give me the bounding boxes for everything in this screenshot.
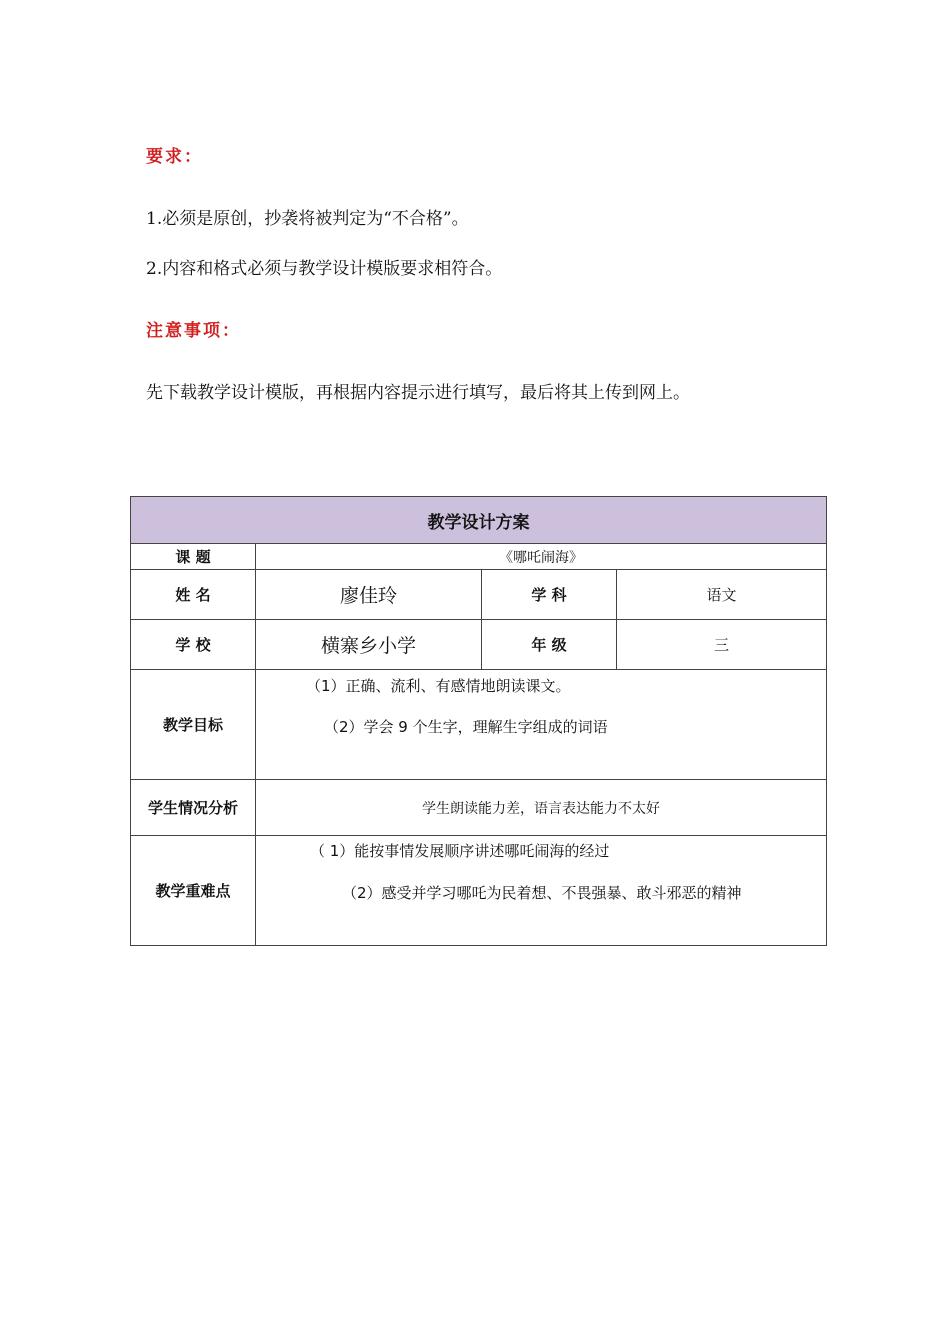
- keypoints-label: 教学重难点: [131, 836, 256, 946]
- goals-row: [131, 670, 827, 780]
- school-value: 横寨乡小学: [256, 620, 482, 670]
- name-value: 廖佳玲: [256, 570, 482, 620]
- name-row: [131, 570, 827, 620]
- analysis-row: [131, 780, 827, 836]
- analysis-value: 学生朗读能力差，语言表达能力不太好: [256, 780, 827, 836]
- school-row: [131, 620, 827, 670]
- keypoint-item-1: （ 1）能按事情发展顺序讲述哪吒闹海的经过: [310, 842, 610, 860]
- keypoints-cell: [256, 836, 827, 946]
- keypoint-item-2: （2）感受并学习哪吒为民着想、不畏强暴、敢斗邪恶的精神: [342, 884, 742, 902]
- goal-item-1: （1）正确、流利、有感情地朗读课文。: [306, 677, 571, 695]
- grade-label: 年 级: [482, 620, 617, 670]
- requirement-item-1: 1.必须是原创，抄袭将被判定为“不合格”。: [146, 209, 469, 229]
- analysis-label: 学生情况分析: [131, 780, 256, 836]
- plan-title-row: [131, 497, 827, 544]
- topic-row: [131, 544, 827, 570]
- school-label: 学 校: [131, 620, 256, 670]
- topic-value: 《哪吒闹海》: [256, 544, 827, 570]
- teaching-plan-table: [130, 496, 827, 946]
- subject-label: 学 科: [482, 570, 617, 620]
- goal-item-2: （2）学会 9 个生字，理解生字组成的词语: [324, 718, 608, 736]
- requirement-item-2: 2.内容和格式必须与教学设计模版要求相符合。: [146, 259, 503, 279]
- grade-value: 三: [617, 620, 827, 670]
- goals-label: 教学目标: [131, 670, 256, 780]
- keypoints-row: [131, 836, 827, 946]
- plan-title: 教学设计方案: [131, 497, 827, 544]
- notes-text: 先下载教学设计模版，再根据内容提示进行填写，最后将其上传到网上。: [146, 383, 690, 403]
- subject-value: 语文: [617, 570, 827, 620]
- name-label: 姓 名: [131, 570, 256, 620]
- goals-cell: [256, 670, 827, 780]
- topic-label: 课 题: [131, 544, 256, 570]
- requirements-heading: 要求：: [146, 147, 203, 167]
- notes-heading: 注意事项：: [146, 321, 241, 341]
